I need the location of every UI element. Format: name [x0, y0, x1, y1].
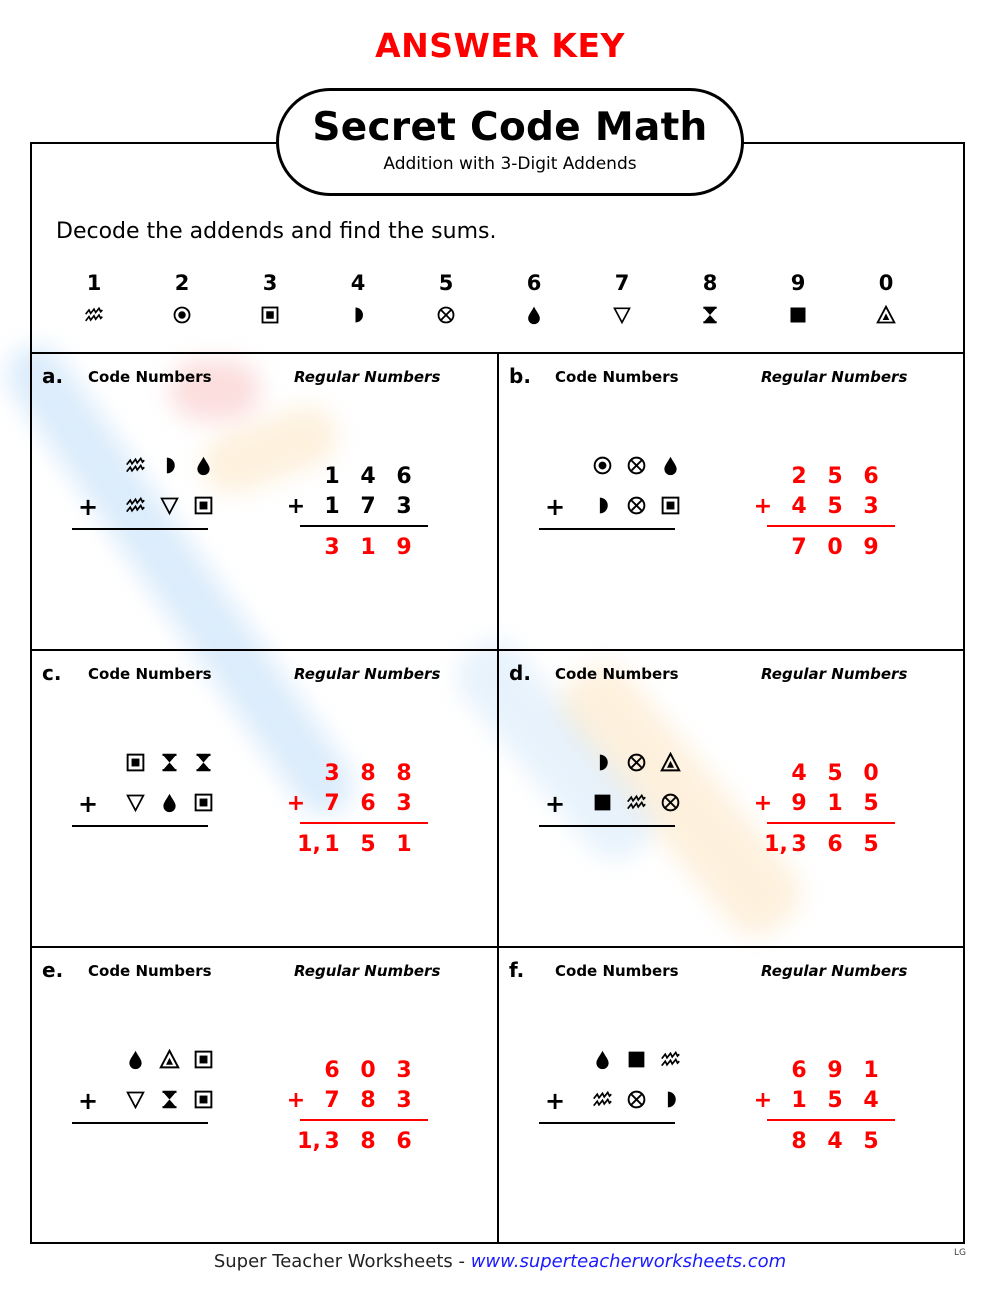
code-key-item — [314, 268, 402, 332]
instructions: Decode the addends and find the sums. — [56, 219, 497, 244]
digit: 1 — [863, 1058, 879, 1083]
problem-letter: f. — [509, 958, 525, 982]
addend-1 — [767, 759, 895, 789]
digit: 5 — [863, 1129, 879, 1154]
code-numbers-header: Code Numbers — [555, 665, 679, 683]
digit: 5 — [827, 761, 843, 786]
code-addends — [72, 747, 210, 827]
digit: 0 — [360, 1058, 376, 1083]
plus-sign: + — [286, 1088, 306, 1113]
code-key-digit: 4 — [350, 271, 366, 295]
square-in-square-icon — [188, 1084, 218, 1114]
code-addend-2 — [72, 787, 210, 827]
square-in-square-icon — [188, 787, 218, 817]
digit: 1 — [324, 494, 340, 519]
sum-digit: 8 — [360, 1129, 376, 1154]
problem-c — [32, 651, 498, 946]
digit: 6 — [863, 464, 879, 489]
code-numbers-header: Code Numbers — [88, 665, 212, 683]
droplet-icon — [154, 787, 184, 817]
problem-f — [499, 948, 965, 1243]
zigzag-icon — [587, 1084, 617, 1114]
hourglass-icon — [154, 1084, 184, 1114]
square-in-square-icon — [120, 747, 150, 777]
code-sum-line — [539, 825, 675, 827]
digit: 3 — [396, 1088, 412, 1113]
code-key — [50, 268, 930, 332]
regular-numbers-header: Regular Numbers — [761, 665, 908, 683]
circled-x-icon — [621, 747, 651, 777]
zigzag-icon — [50, 298, 138, 332]
digit: 3 — [324, 535, 340, 560]
digit: 7 — [324, 791, 340, 816]
code-key-digit: 1 — [86, 271, 102, 295]
code-addends — [72, 450, 210, 530]
regular-numbers — [286, 462, 428, 563]
code-addend-1 — [72, 450, 210, 490]
digit: 4 — [360, 464, 376, 489]
digit: 0 — [827, 535, 843, 560]
down-triangle-icon — [154, 490, 184, 520]
droplet-icon — [188, 450, 218, 480]
sum-answer — [767, 533, 895, 563]
code-key-item — [138, 268, 226, 332]
half-circle-icon — [655, 1084, 685, 1114]
plus-sign: + — [286, 791, 306, 816]
zigzag-icon — [120, 450, 150, 480]
sum-digit: 5 — [863, 832, 879, 857]
digit: 8 — [791, 1129, 807, 1154]
code-numbers-header: Code Numbers — [88, 368, 212, 386]
sum-answer — [767, 1127, 895, 1157]
problem-letter: b. — [509, 364, 531, 388]
code-addend-1 — [539, 450, 677, 490]
plus-sign: + — [545, 493, 566, 521]
problem-letter: e. — [42, 958, 64, 982]
code-addends — [539, 450, 677, 530]
code-sum-line — [72, 528, 208, 530]
regular-numbers — [286, 1056, 428, 1157]
plus-sign: + — [78, 493, 99, 521]
sum-line — [767, 525, 895, 527]
digit: 3 — [396, 1058, 412, 1083]
circled-x-icon — [621, 450, 651, 480]
code-addend-2 — [72, 490, 210, 530]
code-key-digit: 3 — [262, 271, 278, 295]
digit: 4 — [791, 761, 807, 786]
regular-numbers — [753, 1056, 895, 1157]
triangle-in-triangle-icon — [655, 747, 685, 777]
regular-numbers — [753, 759, 895, 860]
code-numbers-header: Code Numbers — [88, 962, 212, 980]
code-addend-2 — [539, 787, 677, 827]
digit: 5 — [827, 1088, 843, 1113]
code-addend-1 — [72, 1044, 210, 1084]
digit: 7 — [791, 535, 807, 560]
digit: 0 — [863, 761, 879, 786]
plus-sign: + — [753, 494, 773, 519]
sum-digit: 1 — [396, 832, 412, 857]
sum-digit: 1, — [764, 832, 788, 857]
digit: 8 — [360, 1088, 376, 1113]
droplet-icon — [655, 450, 685, 480]
code-key-item — [50, 268, 138, 332]
digit: 9 — [863, 535, 879, 560]
plus-sign: + — [753, 1088, 773, 1113]
sum-digit: 5 — [360, 832, 376, 857]
black-square-icon — [621, 1044, 651, 1074]
half-circle-icon — [154, 450, 184, 480]
digit: 9 — [396, 535, 412, 560]
problem-letter: d. — [509, 661, 531, 685]
problem-letter: c. — [42, 661, 62, 685]
title-banner — [276, 88, 744, 196]
footer — [0, 1251, 1000, 1272]
code-sum-line — [72, 825, 208, 827]
sum-digit: 1, — [297, 1129, 321, 1154]
digit: 3 — [396, 791, 412, 816]
triangle-in-triangle-icon — [842, 298, 930, 332]
circled-x-icon — [402, 298, 490, 332]
sum-answer — [297, 830, 428, 860]
digit: 5 — [827, 494, 843, 519]
regular-numbers-header: Regular Numbers — [294, 665, 441, 683]
black-square-icon — [587, 787, 617, 817]
worksheet-title: Secret Code Math — [312, 105, 708, 150]
answer-key-label: ANSWER KEY — [375, 26, 625, 65]
sum-digit: 3 — [791, 832, 807, 857]
zigzag-icon — [655, 1044, 685, 1074]
digit: 4 — [863, 1088, 879, 1113]
down-triangle-icon — [120, 787, 150, 817]
code-key-item — [402, 268, 490, 332]
code-addend-2 — [539, 1084, 677, 1124]
code-addends — [72, 1044, 210, 1124]
square-in-square-icon — [655, 490, 685, 520]
addend-2 — [286, 492, 428, 522]
regular-numbers-header: Regular Numbers — [761, 962, 908, 980]
digit: 3 — [396, 494, 412, 519]
sum-digit: 1 — [324, 832, 340, 857]
plus-sign: + — [545, 790, 566, 818]
digit: 7 — [360, 494, 376, 519]
square-in-square-icon — [188, 1044, 218, 1074]
code-addends — [539, 747, 677, 827]
code-key-digit: 8 — [702, 271, 718, 295]
square-in-square-icon — [226, 298, 314, 332]
digit: 8 — [360, 761, 376, 786]
code-addends — [539, 1044, 677, 1124]
digit: 5 — [827, 464, 843, 489]
droplet-icon — [587, 1044, 617, 1074]
code-key-digit: 6 — [526, 271, 542, 295]
digit: 3 — [324, 761, 340, 786]
plus-sign: + — [753, 791, 773, 816]
code-key-digit: 2 — [174, 271, 190, 295]
addend-2 — [753, 789, 895, 819]
code-key-digit: 0 — [878, 271, 894, 295]
digit: 3 — [863, 494, 879, 519]
problem-d — [499, 651, 965, 946]
regular-numbers-header: Regular Numbers — [294, 368, 441, 386]
footer-url-link[interactable]: www.superteacherworksheets.com — [470, 1251, 787, 1272]
down-triangle-icon — [120, 1084, 150, 1114]
addend-1 — [300, 462, 428, 492]
code-sum-line — [539, 528, 675, 530]
digit: 9 — [791, 791, 807, 816]
zigzag-icon — [120, 490, 150, 520]
hourglass-icon — [154, 747, 184, 777]
sum-line — [300, 525, 428, 527]
sum-answer — [297, 1127, 428, 1157]
problem-a — [32, 354, 498, 649]
regular-numbers — [286, 759, 428, 860]
half-circle-icon — [587, 490, 617, 520]
code-addend-2 — [72, 1084, 210, 1124]
digit: 6 — [360, 791, 376, 816]
addend-2 — [753, 492, 895, 522]
bullseye-icon — [587, 450, 617, 480]
code-numbers-header: Code Numbers — [555, 962, 679, 980]
code-key-item — [842, 268, 930, 332]
plus-sign: + — [286, 494, 306, 519]
addend-2 — [286, 1086, 428, 1116]
footer-brand: Super Teacher Worksheets - — [213, 1251, 471, 1272]
regular-numbers — [753, 462, 895, 563]
code-key-digit: 7 — [614, 271, 630, 295]
bullseye-icon — [138, 298, 226, 332]
sum-line — [767, 822, 895, 824]
plus-sign: + — [78, 790, 99, 818]
code-key-item — [666, 268, 754, 332]
code-sum-line — [72, 1122, 208, 1124]
circled-x-icon — [655, 787, 685, 817]
circled-x-icon — [621, 490, 651, 520]
code-key-digit: 5 — [438, 271, 454, 295]
digit: 1 — [791, 1088, 807, 1113]
digit: 6 — [396, 464, 412, 489]
plus-sign: + — [545, 1087, 566, 1115]
digit: 6 — [324, 1058, 340, 1083]
down-triangle-icon — [578, 298, 666, 332]
problem-letter: a. — [42, 364, 64, 388]
addend-1 — [767, 1056, 895, 1086]
digit: 1 — [324, 464, 340, 489]
digit: 4 — [791, 494, 807, 519]
code-addend-1 — [539, 1044, 677, 1084]
code-key-item — [754, 268, 842, 332]
sum-digit: 6 — [827, 832, 843, 857]
problem-b — [499, 354, 965, 649]
sum-digit: 1, — [297, 832, 321, 857]
code-addend-1 — [72, 747, 210, 787]
droplet-icon — [490, 298, 578, 332]
digit: 1 — [360, 535, 376, 560]
code-key-digit: 9 — [790, 271, 806, 295]
code-key-item — [226, 268, 314, 332]
triangle-in-triangle-icon — [154, 1044, 184, 1074]
sum-digit: 6 — [396, 1129, 412, 1154]
sum-line — [300, 1119, 428, 1121]
digit: 5 — [863, 791, 879, 816]
code-sum-line — [539, 1122, 675, 1124]
digit: 8 — [396, 761, 412, 786]
hourglass-icon — [666, 298, 754, 332]
digit: 4 — [827, 1129, 843, 1154]
addend-1 — [767, 462, 895, 492]
plus-sign: + — [78, 1087, 99, 1115]
digit: 2 — [791, 464, 807, 489]
code-addend-2 — [539, 490, 677, 530]
hourglass-icon — [188, 747, 218, 777]
sum-line — [300, 822, 428, 824]
code-key-item — [578, 268, 666, 332]
digit: 1 — [827, 791, 843, 816]
digit: 6 — [791, 1058, 807, 1083]
sum-digit: 3 — [324, 1129, 340, 1154]
code-addend-1 — [539, 747, 677, 787]
regular-numbers-header: Regular Numbers — [294, 962, 441, 980]
addend-1 — [300, 1056, 428, 1086]
author-initials: LG — [954, 1248, 966, 1258]
code-numbers-header: Code Numbers — [555, 368, 679, 386]
problem-e — [32, 948, 498, 1243]
square-in-square-icon — [188, 490, 218, 520]
sum-answer — [764, 830, 895, 860]
black-square-icon — [754, 298, 842, 332]
half-circle-icon — [314, 298, 402, 332]
addend-2 — [753, 1086, 895, 1116]
droplet-icon — [120, 1044, 150, 1074]
regular-numbers-header: Regular Numbers — [761, 368, 908, 386]
sum-answer — [300, 533, 428, 563]
circled-x-icon — [621, 1084, 651, 1114]
half-circle-icon — [587, 747, 617, 777]
addend-1 — [300, 759, 428, 789]
zigzag-icon — [621, 787, 651, 817]
digit: 9 — [827, 1058, 843, 1083]
code-key-item — [490, 268, 578, 332]
digit: 7 — [324, 1088, 340, 1113]
addend-2 — [286, 789, 428, 819]
sum-line — [767, 1119, 895, 1121]
worksheet-subtitle: Addition with 3-Digit Addends — [383, 154, 637, 174]
